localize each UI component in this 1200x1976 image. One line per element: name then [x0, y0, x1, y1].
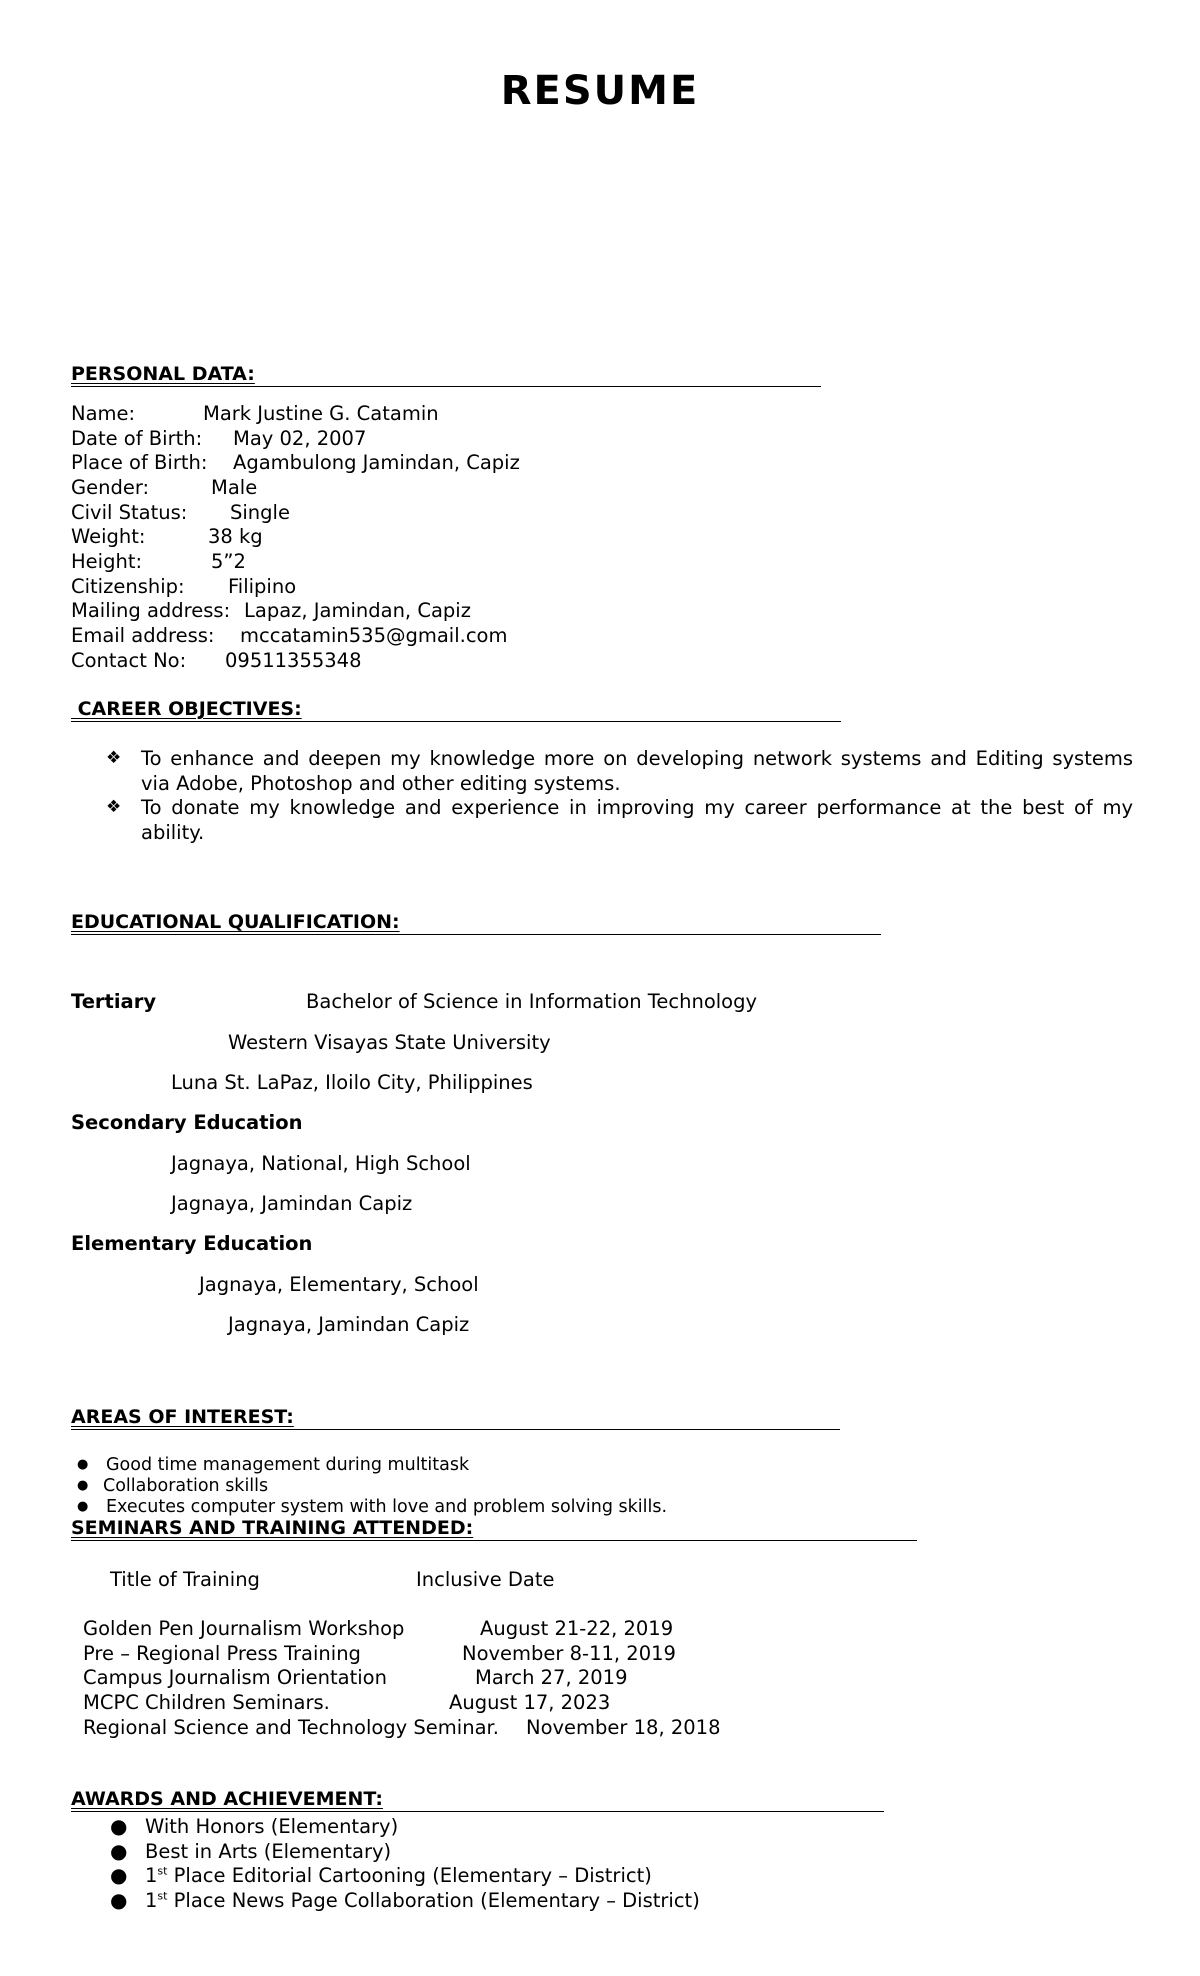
bullet-icon: ●: [110, 1888, 128, 1912]
seminar-column-title: Title of Training: [110, 1568, 260, 1591]
field-value: Mark Justine G. Catamin: [203, 402, 439, 425]
elementary-label: Elementary Education: [71, 1232, 313, 1255]
field-label: Contact No:: [71, 649, 187, 672]
award-item: [145, 1889, 700, 1914]
seminar-title: Campus Journalism Orientation: [83, 1666, 387, 1689]
field-label: Date of Birth:: [71, 427, 203, 450]
field-label: Civil Status:: [71, 501, 188, 524]
seminar-date: August 17, 2023: [449, 1691, 611, 1714]
award-item: [145, 1864, 652, 1889]
field-value: Single: [230, 501, 290, 524]
field-weight: [71, 525, 263, 550]
field-label: Citizenship:: [71, 575, 185, 598]
field-name: [71, 402, 439, 427]
seminars-heading: SEMINARS AND TRAINING ATTENDED:: [71, 1516, 917, 1541]
award-item: With Honors (Elementary): [145, 1815, 399, 1838]
seminar-title: Golden Pen Journalism Workshop: [83, 1617, 405, 1640]
award-rank-suffix: st: [157, 1864, 168, 1878]
awards-heading: AWARDS AND ACHIEVEMENT:: [71, 1787, 884, 1812]
award-text: Place News Page Collaboration (Elementary – District): [167, 1889, 700, 1912]
field-civil-status: [71, 501, 290, 526]
field-height: [71, 550, 246, 575]
field-mailing-address: [71, 599, 471, 624]
bullet-icon: ●: [77, 1478, 89, 1493]
secondary-address: Jagnaya, Jamindan Capiz: [171, 1192, 413, 1215]
bullet-icon: ●: [110, 1863, 128, 1887]
award-rank-suffix: st: [157, 1889, 168, 1903]
field-value: Agambulong Jamindan, Capiz: [233, 451, 520, 474]
secondary-label: Secondary Education: [71, 1111, 303, 1134]
field-place-of-birth: [71, 451, 520, 476]
seminar-date: November 18, 2018: [526, 1716, 721, 1739]
bullet-icon: ●: [77, 1457, 89, 1472]
award-rank: 1: [145, 1889, 158, 1912]
elementary-school: Jagnaya, Elementary, School: [199, 1273, 479, 1296]
tertiary-address: Luna St. LaPaz, Iloilo City, Philippines: [171, 1071, 533, 1094]
bullet-icon: ●: [77, 1499, 89, 1514]
seminar-column-date: Inclusive Date: [416, 1568, 555, 1591]
award-item: Best in Arts (Elementary): [145, 1840, 392, 1863]
resume-title: RESUME: [500, 68, 700, 114]
interest-item: Good time management during multitask: [106, 1455, 470, 1475]
elementary-address: Jagnaya, Jamindan Capiz: [228, 1313, 470, 1336]
bullet-icon: ●: [110, 1814, 128, 1838]
seminar-title: MCPC Children Seminars.: [83, 1691, 330, 1714]
field-value: Male: [211, 476, 258, 499]
field-label: Height:: [71, 550, 143, 573]
award-rank: 1: [145, 1864, 158, 1887]
objective-line: To donate my knowledge and experience in improving my career performance at the best of my: [141, 796, 1133, 819]
field-date-of-birth: [71, 427, 366, 452]
tertiary-course: Bachelor of Science in Information Technology: [306, 990, 758, 1013]
award-text: Place Editorial Cartooning (Elementary – District): [167, 1864, 652, 1887]
secondary-school: Jagnaya, National, High School: [171, 1152, 471, 1175]
interest-item: Collaboration skills: [103, 1476, 269, 1496]
field-contact-no: [71, 649, 361, 674]
seminar-date: March 27, 2019: [475, 1666, 628, 1689]
field-label: Gender:: [71, 476, 150, 499]
seminar-title: Pre – Regional Press Training: [83, 1642, 361, 1665]
career-objectives-heading: CAREER OBJECTIVES:: [71, 697, 841, 722]
field-gender: [71, 476, 257, 501]
field-label: Mailing address:: [71, 599, 231, 622]
field-email-address: [71, 624, 507, 649]
field-label: Place of Birth:: [71, 451, 208, 474]
objective-line: via Adobe, Photoshop and other editing systems.: [141, 772, 621, 795]
seminar-date: November 8-11, 2019: [462, 1642, 676, 1665]
field-label: Email address:: [71, 624, 215, 647]
field-value: mccatamin535@gmail.com: [240, 624, 508, 647]
tertiary-school: Western Visayas State University: [228, 1031, 551, 1054]
areas-of-interest-heading: AREAS OF INTEREST:: [71, 1405, 840, 1430]
field-value: Lapaz, Jamindan, Capiz: [244, 599, 471, 622]
field-value: Filipino: [228, 575, 297, 598]
field-value: 09511355348: [225, 649, 362, 672]
interest-item: Executes computer system with love and problem solving skills.: [106, 1497, 668, 1517]
tertiary-label: Tertiary: [71, 990, 157, 1013]
seminar-title: Regional Science and Technology Seminar.: [83, 1716, 499, 1739]
field-value: May 02, 2007: [233, 427, 367, 450]
field-value: 5”2: [211, 550, 246, 573]
diamond-bullet-icon: ❖: [106, 797, 122, 817]
bullet-icon: ●: [110, 1839, 128, 1863]
personal-data-heading: PERSONAL DATA:: [71, 362, 821, 387]
diamond-bullet-icon: ❖: [106, 748, 122, 768]
objective-line: To enhance and deepen my knowledge more on developing network systems and Editing systems: [141, 747, 1133, 770]
field-label: Weight:: [71, 525, 146, 548]
seminar-date: August 21-22, 2019: [480, 1617, 674, 1640]
field-value: 38 kg: [208, 525, 263, 548]
education-heading: EDUCATIONAL QUALIFICATION:: [71, 910, 881, 935]
field-label: Name:: [71, 402, 136, 425]
objective-line: ability.: [141, 821, 205, 844]
field-citizenship: [71, 575, 296, 600]
